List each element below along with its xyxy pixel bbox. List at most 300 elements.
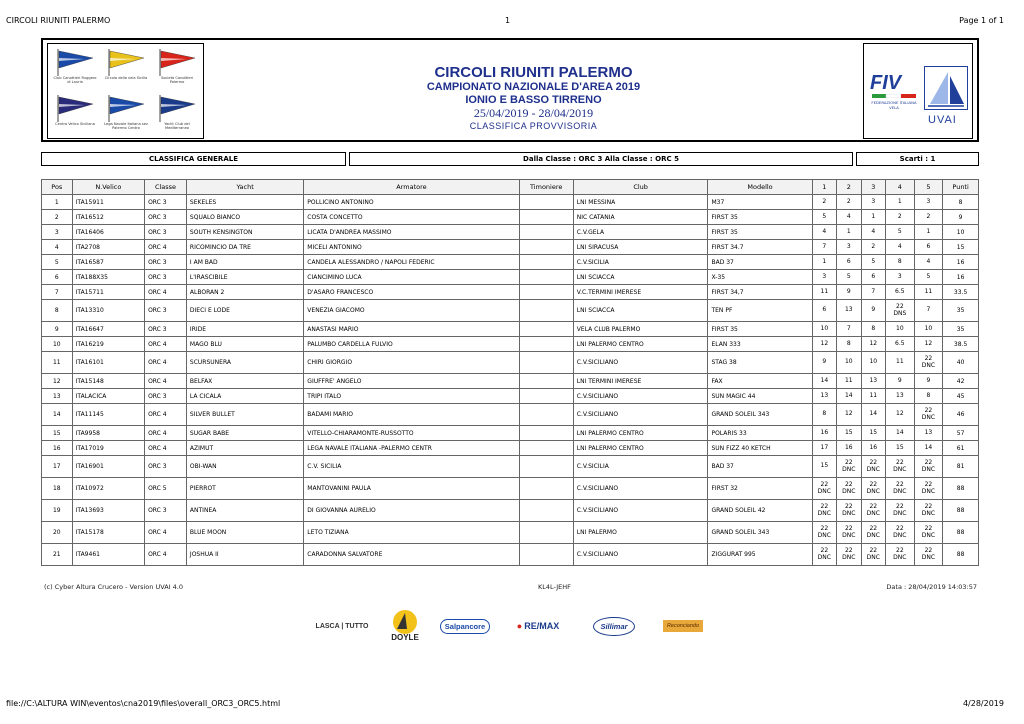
club-cell: LNI SIRACUSA [573, 240, 708, 255]
column-header: 3 [861, 180, 885, 195]
position-cell: 10 [42, 337, 73, 352]
race-score-cell [812, 322, 836, 337]
race-score-cell [812, 285, 836, 300]
race-score: 2 [926, 212, 931, 220]
flag-icon [157, 94, 197, 122]
race-score-cell [886, 352, 915, 374]
column-header: Yacht [186, 180, 303, 195]
race-score-cell [886, 389, 915, 404]
table-row [42, 195, 979, 210]
points-cell: 88 [943, 500, 979, 522]
sail-number-cell: ITA16101 [72, 352, 144, 374]
race-score-cell [861, 441, 885, 456]
yacht-cell: I AM BAD [186, 255, 303, 270]
race-score: 22 DNC [817, 481, 831, 495]
race-score-cell [861, 270, 885, 285]
owner-cell: CIANCIMINO LUCA [304, 270, 519, 285]
race-score-cell [812, 337, 836, 352]
race-score-cell [886, 285, 915, 300]
race-score: 22 DNC [866, 547, 880, 561]
table-row [42, 210, 979, 225]
race-score-cell [812, 300, 836, 322]
sail-number-cell: ITA2708 [72, 240, 144, 255]
balloon-icon: ● [516, 621, 523, 631]
race-score: 22 DNC [921, 525, 936, 539]
race-score: 22 DNC [921, 459, 936, 473]
yacht-cell: DIECI E LODE [186, 300, 303, 322]
race-score-cell [837, 374, 861, 389]
helmsman-cell [519, 456, 573, 478]
yacht-cell: SEKELES [186, 195, 303, 210]
race-score: 2 [846, 197, 851, 205]
race-score: 4 [897, 242, 902, 250]
model-cell: FIRST 35 [708, 322, 812, 337]
table-row [42, 352, 979, 374]
race-score: 8 [846, 339, 851, 347]
race-score: 22 DNS [893, 303, 907, 317]
sail-number-cell: ITA15911 [72, 195, 144, 210]
flag-icon [157, 48, 197, 76]
race-score-cell [914, 404, 943, 426]
race-score-cell [886, 441, 915, 456]
race-score-cell [861, 522, 885, 544]
race-score: 16 [844, 443, 853, 451]
position-cell: 17 [42, 456, 73, 478]
sail-number-cell: ITA16406 [72, 225, 144, 240]
club-cell: C.V.SICILIANO [573, 500, 708, 522]
race-score: 22 DNC [921, 481, 936, 495]
helmsman-cell [519, 285, 573, 300]
table-row [42, 285, 979, 300]
sail-number-cell: ITA188X35 [72, 270, 144, 285]
class-cell: ORC 4 [145, 522, 187, 544]
race-score-cell [886, 195, 915, 210]
points-cell: 45 [943, 389, 979, 404]
table-row [42, 441, 979, 456]
race-score: 7 [846, 324, 851, 332]
race-score: 14 [820, 376, 829, 384]
print-footer-url: file://C:\ALTURA WIN\eventos\cna2019\files\overall_ORC3_ORC5.html [6, 699, 281, 708]
owner-cell: LICATA D'ANDREA MASSIMO [304, 225, 519, 240]
race-score-cell [914, 374, 943, 389]
race-score-cell [812, 404, 836, 426]
sponsor-salpancore [434, 608, 496, 644]
race-score: 11 [924, 287, 933, 295]
club-burgee-5 [103, 94, 149, 130]
header-text [208, 40, 859, 132]
points-cell: 88 [943, 522, 979, 544]
yacht-cell: SUGAR BABE [186, 426, 303, 441]
owner-cell: PALUMBO CARDELLA FULVIO [304, 337, 519, 352]
column-header: Punti [943, 180, 979, 195]
model-cell: FIRST 35 [708, 225, 812, 240]
race-score-cell [812, 389, 836, 404]
fiv-logo: FIV [870, 72, 902, 94]
race-score: 5 [822, 212, 827, 220]
race-score-cell [837, 441, 861, 456]
race-score: 10 [869, 358, 878, 366]
model-cell: FIRST 34.7 [708, 240, 812, 255]
race-score-cell [861, 500, 885, 522]
fiv-logo-stripe [872, 94, 916, 98]
sail-number-cell: ITA16512 [72, 210, 144, 225]
table-row [42, 500, 979, 522]
model-cell: TEN PF [708, 300, 812, 322]
column-header: Modello [708, 180, 812, 195]
club-cell: C.V.SICILIANO [573, 404, 708, 426]
model-cell: GRAND SOLEIL 343 [708, 404, 812, 426]
club-burgee-6 [154, 94, 200, 130]
table-row [42, 456, 979, 478]
club-cell: LNI SCIACCA [573, 300, 708, 322]
position-cell: 19 [42, 500, 73, 522]
points-cell: 35 [943, 322, 979, 337]
table-row [42, 426, 979, 441]
sponsor-strip [308, 608, 716, 646]
race-score: 9 [926, 376, 931, 384]
club-burgee-caption: Club Canottieri Ruggero di Lauria [53, 76, 97, 85]
class-cell: ORC 3 [145, 225, 187, 240]
helmsman-cell [519, 352, 573, 374]
race-score: 12 [844, 410, 853, 418]
race-score: 9 [822, 358, 827, 366]
club-cell: C.V.GELA [573, 225, 708, 240]
helmsman-cell [519, 500, 573, 522]
class-cell: ORC 3 [145, 500, 187, 522]
owner-cell: LEGA NAVALE ITALIANA -PALERMO CENTR [304, 441, 519, 456]
position-cell: 21 [42, 544, 73, 566]
race-score: 14 [844, 391, 853, 399]
points-cell: 88 [943, 544, 979, 566]
yacht-cell: SCURSUNERA [186, 352, 303, 374]
race-score: 11 [869, 391, 878, 399]
race-score: 22 DNC [817, 547, 831, 561]
race-score: 10 [844, 358, 853, 366]
race-score-cell [837, 225, 861, 240]
owner-cell: DI GIOVANNA AURELIO [304, 500, 519, 522]
race-score-cell [861, 426, 885, 441]
race-score-cell [812, 255, 836, 270]
helmsman-cell [519, 522, 573, 544]
owner-cell: TRIPI ITALO [304, 389, 519, 404]
owner-cell: BADAMI MARIO [304, 404, 519, 426]
yacht-cell: L'IRASCIBILE [186, 270, 303, 285]
class-cell: ORC 4 [145, 240, 187, 255]
model-cell: FIRST 32 [708, 478, 812, 500]
helmsman-cell [519, 270, 573, 285]
helmsman-cell [519, 322, 573, 337]
helmsman-cell [519, 337, 573, 352]
race-score-cell [837, 210, 861, 225]
race-score: 17 [820, 443, 829, 451]
helmsman-cell [519, 210, 573, 225]
race-score: 1 [926, 227, 931, 235]
sail-icon [924, 66, 968, 110]
class-cell: ORC 3 [145, 389, 187, 404]
owner-cell: POLLICINO ANTONINO [304, 195, 519, 210]
points-cell: 33.5 [943, 285, 979, 300]
yacht-cell: SQUALO BIANCO [186, 210, 303, 225]
model-cell: SUN FIZZ 40 KETCH [708, 441, 812, 456]
column-header: Classe [145, 180, 187, 195]
owner-cell: ANASTASI MARIO [304, 322, 519, 337]
race-score: 13 [820, 391, 829, 399]
race-score-cell [837, 285, 861, 300]
model-cell: SUN MAGIC 44 [708, 389, 812, 404]
position-cell: 8 [42, 300, 73, 322]
race-score: 6 [822, 306, 827, 314]
class-cell: ORC 3 [145, 255, 187, 270]
points-cell: 46 [943, 404, 979, 426]
helmsman-cell [519, 404, 573, 426]
yacht-cell: AZIMUT [186, 441, 303, 456]
club-cell: LNI PALERMO [573, 522, 708, 544]
event-area: IONIO E BASSO TIRRENO [465, 94, 602, 106]
table-row [42, 337, 979, 352]
sail-number-cell: ITA13693 [72, 500, 144, 522]
print-header-title: CIRCOLI RIUNITI PALERMO [6, 16, 111, 25]
race-score-cell [914, 285, 943, 300]
race-score-cell [861, 374, 885, 389]
flag-icon [106, 48, 146, 76]
classification-bar [41, 152, 979, 166]
race-score-cell [861, 240, 885, 255]
position-cell: 20 [42, 522, 73, 544]
table-row [42, 270, 979, 285]
sail-number-cell: ITA16219 [72, 337, 144, 352]
sail-number-cell: ITA9958 [72, 426, 144, 441]
table-header-row [42, 180, 979, 195]
yacht-cell: JOSHUA II [186, 544, 303, 566]
points-cell: 10 [943, 225, 979, 240]
yacht-cell: SILVER BULLET [186, 404, 303, 426]
points-cell: 40 [943, 352, 979, 374]
club-cell: LNI SCIACCA [573, 270, 708, 285]
race-score-cell [812, 195, 836, 210]
race-score-cell [914, 322, 943, 337]
race-score: 12 [820, 339, 829, 347]
race-score-cell [837, 456, 861, 478]
sponsor-sillimar [586, 608, 642, 644]
club-cell: LNI PALERMO CENTRO [573, 337, 708, 352]
model-cell: ELAN 333 [708, 337, 812, 352]
race-score-cell [914, 522, 943, 544]
race-score: 10 [924, 324, 933, 332]
owner-cell: VITELLO-CHIARAMONTE-RUSSOTTO [304, 426, 519, 441]
race-score-cell [812, 270, 836, 285]
race-score-cell [861, 544, 885, 566]
column-header: Armatore [304, 180, 519, 195]
position-cell: 7 [42, 285, 73, 300]
club-cell: C.V.SICILIA [573, 456, 708, 478]
race-score-cell [914, 456, 943, 478]
race-score-cell [886, 456, 915, 478]
race-score: 5 [846, 272, 851, 280]
print-timestamp: Data : 28/04/2019 14:03:57 [886, 583, 977, 591]
race-score: 16 [869, 443, 878, 451]
race-score-cell [886, 544, 915, 566]
license-code: KL4L-JEHF [538, 583, 571, 591]
race-score: 13 [924, 428, 933, 436]
yacht-cell: MAGO BLU [186, 337, 303, 352]
race-score: 22 DNC [893, 503, 907, 517]
race-score-cell [861, 478, 885, 500]
race-score: 3 [926, 197, 931, 205]
club-burgee-1 [52, 48, 98, 84]
column-header: Pos [42, 180, 73, 195]
race-score-cell [886, 210, 915, 225]
event-subtitle: CAMPIONATO NAZIONALE D'AREA 2019 [426, 81, 641, 93]
points-cell: 15 [943, 240, 979, 255]
race-score: 8 [822, 410, 827, 418]
race-score: 1 [846, 227, 851, 235]
sail-number-cell: ITA10972 [72, 478, 144, 500]
points-cell: 81 [943, 456, 979, 478]
race-score: 14 [869, 410, 878, 418]
race-score-cell [812, 374, 836, 389]
race-score-cell [861, 389, 885, 404]
model-cell: FAX [708, 374, 812, 389]
software-credit: (c) Cyber Altura Crucero - Version UVAI 4.0 [44, 583, 184, 591]
table-row [42, 300, 979, 322]
club-logos [47, 43, 204, 139]
position-cell: 16 [42, 441, 73, 456]
class-cell: ORC 4 [145, 404, 187, 426]
club-cell: VELA CLUB PALERMO [573, 322, 708, 337]
sail-number-cell: ITA11145 [72, 404, 144, 426]
race-score: 22 DNC [842, 481, 856, 495]
print-footer-date: 4/28/2019 [962, 699, 1004, 708]
table-row [42, 404, 979, 426]
owner-cell: CHIRI GIORGIO [304, 352, 519, 374]
race-score-cell [812, 456, 836, 478]
helmsman-cell [519, 441, 573, 456]
points-cell: 9 [943, 210, 979, 225]
sponsor-reconciando-name: Reconciando [663, 620, 703, 632]
race-score-cell [861, 322, 885, 337]
race-score: 1 [871, 212, 876, 220]
race-score-cell [812, 544, 836, 566]
table-row [42, 374, 979, 389]
sponsor-salpancore-name: Salpancore [440, 619, 490, 634]
race-score-cell [837, 522, 861, 544]
race-score-cell [861, 285, 885, 300]
race-score: 8 [926, 391, 931, 399]
owner-cell: D'ASARO FRANCESCO [304, 285, 519, 300]
race-score-cell [886, 337, 915, 352]
flag-icon [55, 48, 95, 76]
race-score: 5 [871, 257, 876, 265]
race-score: 13 [896, 391, 904, 399]
class-cell: ORC 4 [145, 352, 187, 374]
club-burgee-caption: Yacht Club del Mediterraneo [164, 122, 190, 131]
class-cell: ORC 3 [145, 195, 187, 210]
owner-cell: C.V. SICILIA [304, 456, 519, 478]
sponsor-remax-name: RE/MAX [524, 621, 560, 631]
race-score-cell [837, 255, 861, 270]
club-cell: C.V.SICILIANO [573, 352, 708, 374]
race-score-cell [837, 478, 861, 500]
yacht-cell: BLUE MOON [186, 522, 303, 544]
owner-cell: LETO TIZIANA [304, 522, 519, 544]
club-burgee-4 [52, 94, 98, 126]
race-score-cell [914, 478, 943, 500]
position-cell: 11 [42, 352, 73, 374]
sponsor-reconciando [652, 608, 714, 644]
race-score: 10 [896, 324, 904, 332]
club-cell: V.C.TERMINI IMERESE [573, 285, 708, 300]
race-score: 10 [820, 324, 829, 332]
race-score: 4 [846, 212, 851, 220]
race-score-cell [861, 352, 885, 374]
position-cell: 4 [42, 240, 73, 255]
helmsman-cell [519, 240, 573, 255]
class-cell: ORC 3 [145, 456, 187, 478]
flag-icon [106, 94, 146, 122]
club-cell: C.V.SICILIANO [573, 389, 708, 404]
race-score: 13 [869, 376, 878, 384]
sponsor-lasca-name: LASCA | TUTTO [315, 622, 369, 630]
race-score-cell [886, 300, 915, 322]
race-score-cell [914, 352, 943, 374]
sponsor-lasca [308, 608, 376, 644]
race-score: 2 [897, 212, 902, 220]
helmsman-cell [519, 389, 573, 404]
points-cell: 35 [943, 300, 979, 322]
print-header-pagecount: Page 1 of 1 [959, 16, 1004, 25]
column-header: 4 [886, 180, 915, 195]
race-score-cell [914, 426, 943, 441]
classification-type: CLASSIFICA GENERALE [41, 152, 346, 166]
race-score: 22 DNC [893, 525, 907, 539]
race-score-cell [837, 195, 861, 210]
table-row [42, 240, 979, 255]
points-cell: 61 [943, 441, 979, 456]
model-cell: GRAND SOLEIL 42 [708, 500, 812, 522]
position-cell: 13 [42, 389, 73, 404]
model-cell: FIRST 34,7 [708, 285, 812, 300]
position-cell: 1 [42, 195, 73, 210]
race-score-cell [914, 210, 943, 225]
race-score-cell [812, 522, 836, 544]
race-score: 5 [926, 272, 931, 280]
results-table [41, 179, 979, 566]
owner-cell: GIUFFRE' ANGELO [304, 374, 519, 389]
race-score: 12 [924, 339, 933, 347]
race-score: 14 [896, 428, 904, 436]
race-score-cell [914, 389, 943, 404]
yacht-cell: RICOMINCIO DA TRE [186, 240, 303, 255]
class-cell: ORC 3 [145, 210, 187, 225]
race-score-cell [837, 500, 861, 522]
model-cell: FIRST 35 [708, 210, 812, 225]
race-score-cell [886, 522, 915, 544]
race-score-cell [914, 270, 943, 285]
table-row [42, 225, 979, 240]
race-score: 22 DNC [817, 503, 831, 517]
race-score: 7 [871, 287, 876, 295]
race-score-cell [861, 195, 885, 210]
sponsor-doyle-name: DOYLE [391, 633, 419, 642]
helmsman-cell [519, 300, 573, 322]
event-status: CLASSIFICA PROVVISORIA [469, 121, 598, 131]
model-cell: BAD 37 [708, 255, 812, 270]
race-score-cell [837, 300, 861, 322]
points-cell: 57 [943, 426, 979, 441]
race-score-cell [886, 240, 915, 255]
helmsman-cell [519, 195, 573, 210]
helmsman-cell [519, 255, 573, 270]
